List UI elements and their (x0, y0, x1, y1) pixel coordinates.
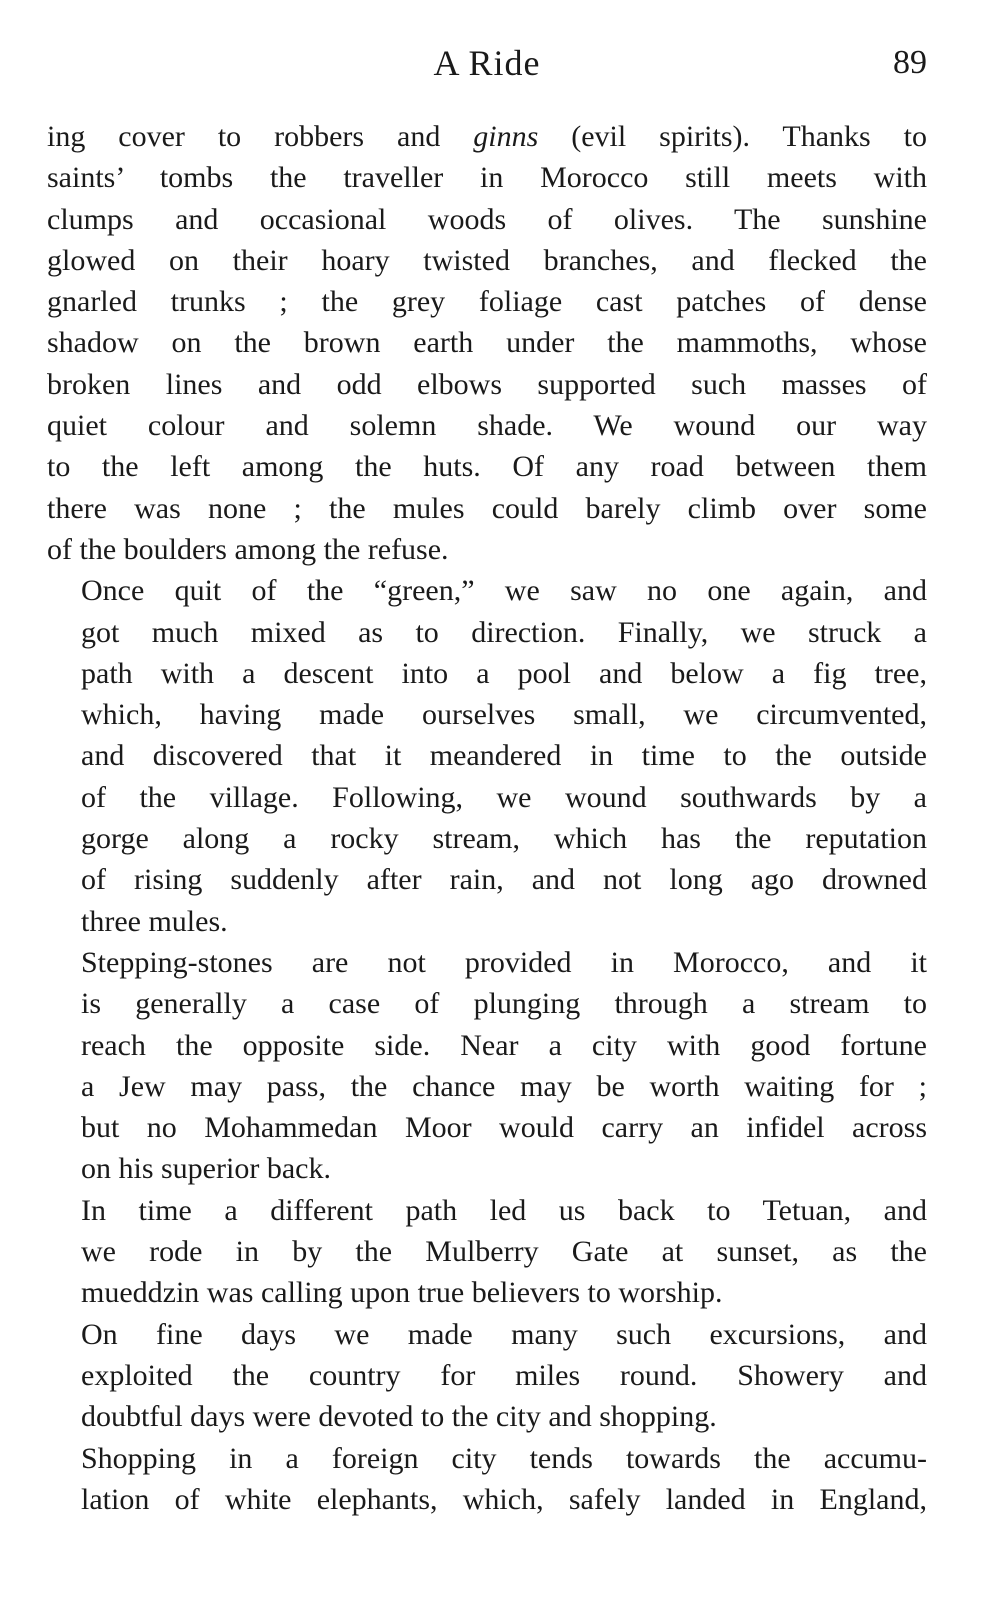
text-line (47, 116, 927, 157)
paragraph (47, 570, 927, 942)
text-line: Shopping in a foreign city tends towards the accumu- (81, 1441, 927, 1475)
text-line: In time a different path led us back to Tetuan, and (81, 1193, 927, 1227)
text-line: on his superior back. (81, 1152, 331, 1186)
text-line: On fine days we made many such excursions, and (81, 1317, 927, 1351)
text-line: Once quit of the “green,” we saw no one again, and (81, 574, 927, 608)
text-line: reach the opposite side. Near a city with good fortune (81, 1028, 927, 1062)
text-line: there was none ; the mules could barely climb over some (47, 491, 927, 525)
text-line: lation of white elephants, which, safely landed in England, (81, 1482, 927, 1516)
text-line: shadow on the brown earth under the mammoths, whose (47, 326, 927, 360)
text-segment: (evil spirits). Thanks to (538, 120, 928, 153)
text-line: which, having made ourselves small, we circumvented, (81, 698, 927, 732)
text-line: gnarled trunks ; the grey foliage cast patches of dense (47, 285, 927, 319)
text-line: but no Mohammedan Moor would carry an infidel across (81, 1111, 927, 1145)
text-line: saints’ tombs the traveller in Morocco still meets with (47, 161, 927, 195)
paragraph (47, 1438, 927, 1521)
text-line: gorge along a rocky stream, which has the reputation (81, 822, 927, 856)
text-line: doubtful days were devoted to the city and shopping. (81, 1400, 717, 1434)
italic-term: ginns (473, 120, 539, 153)
text-line: and discovered that it meandered in time to the outside (81, 739, 927, 773)
page-number: 89 (893, 44, 927, 81)
text-line: mueddzin was calling upon true believers to worship. (81, 1276, 723, 1310)
body-text (47, 116, 927, 1520)
text-segment: ing cover to robbers and (47, 120, 474, 153)
text-line: clumps and occasional woods of olives. The sunshine (47, 202, 927, 236)
text-line: of rising suddenly after rain, and not long ago drowned (81, 863, 927, 897)
text-line: of the boulders among the refuse. (47, 532, 449, 566)
running-head (47, 38, 927, 88)
text-line: three mules. (81, 904, 228, 938)
text-line: path with a descent into a pool and below a fig tree, (81, 656, 927, 690)
text-line: broken lines and odd elbows supported such masses of (47, 367, 927, 401)
paragraph (47, 116, 927, 570)
text-line: we rode in by the Mulberry Gate at sunset, as the (81, 1235, 927, 1269)
text-line: exploited the country for miles round. Showery and (81, 1358, 927, 1392)
text-line: quiet colour and solemn shade. We wound our way (47, 409, 927, 443)
text-line: glowed on their hoary twisted branches, and flecked the (47, 243, 927, 277)
text-line: to the left among the huts. Of any road between them (47, 450, 927, 484)
text-line: a Jew may pass, the chance may be worth waiting for ; (81, 1069, 927, 1103)
text-line: of the village. Following, we wound southwards by a (81, 780, 927, 814)
text-line: is generally a case of plunging through a stream to (81, 987, 927, 1021)
text-line: got much mixed as to direction. Finally, we struck a (81, 615, 927, 649)
paragraph (47, 942, 927, 1190)
running-title: A Ride (433, 43, 541, 83)
paragraph (47, 1314, 927, 1438)
paragraph (47, 1190, 927, 1314)
text-line: Stepping-stones are not provided in Morocco, and it (81, 945, 927, 979)
